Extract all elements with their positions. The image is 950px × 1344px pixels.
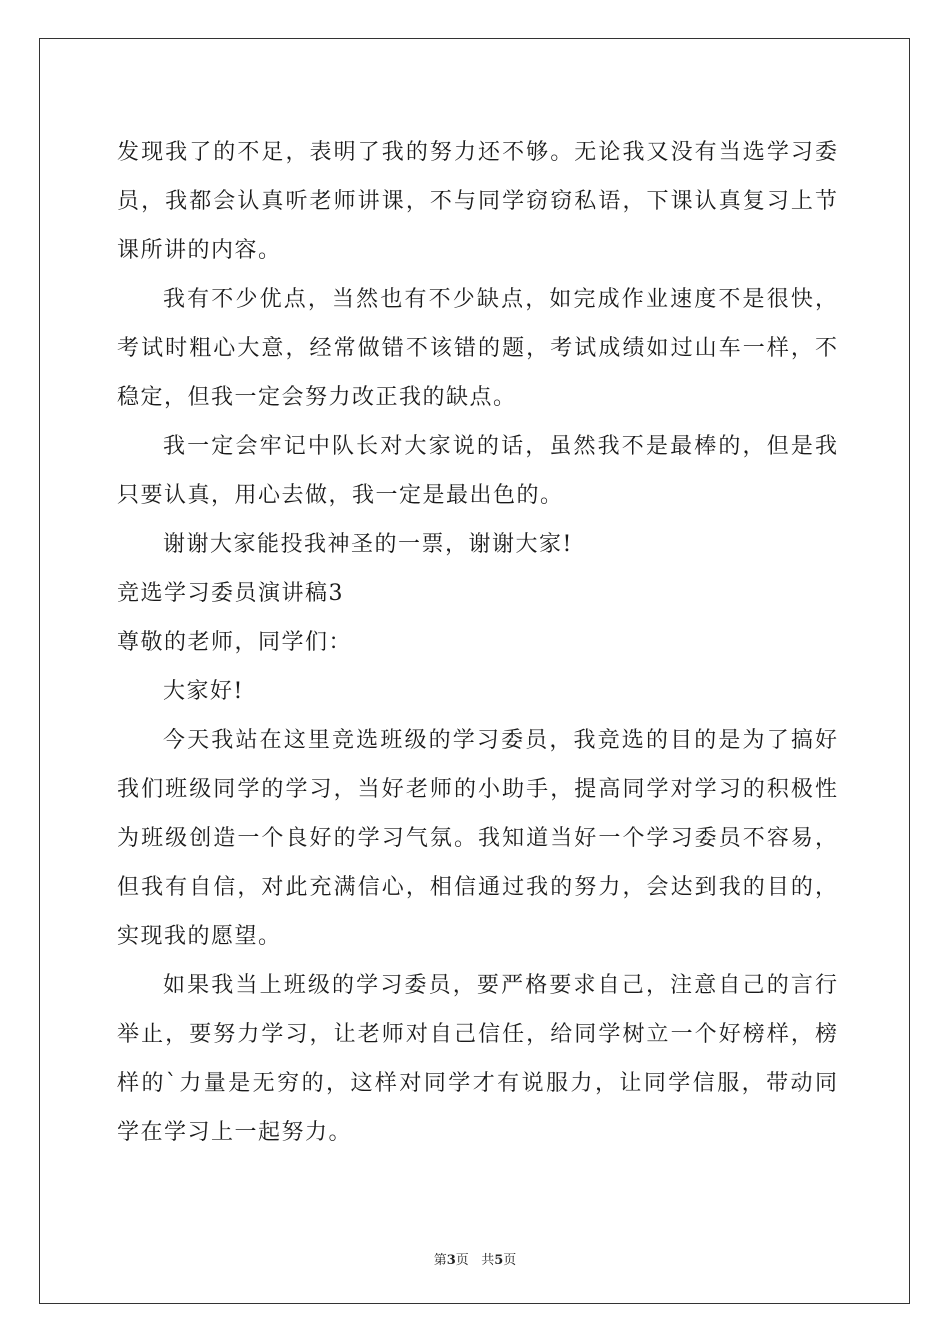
page-suffix: 页 — [455, 1253, 469, 1268]
text-line-13: 今天我站在这里竞选班级的学习委员，我竞选的目的是为了搞好 — [163, 728, 837, 753]
text-line-4: 我有不少优点，当然也有不少缺点，如完成作业速度不是很快， — [163, 287, 837, 312]
salutation: 尊敬的老师，同学们： — [117, 630, 353, 655]
document-body — [117, 128, 837, 1157]
page-current: 3 — [446, 1253, 456, 1268]
text-line-20: 样的`力量是无穷的，这样对同学才有说服力，让同学信服，带动同 — [117, 1071, 837, 1096]
text-line-7: 我一定会牢记中队长对大家说的话，虽然我不是最棒的，但是我 — [163, 434, 837, 459]
page-total: 5 — [494, 1253, 504, 1268]
text-line-15: 为班级创造一个良好的学习气氛。我知道当好一个学习委员不容易， — [117, 826, 837, 851]
text-line-16: 但我有自信，对此充满信心，相信通过我的努力，会达到我的目的， — [117, 875, 837, 900]
total-prefix: 共 — [481, 1253, 495, 1268]
text-line-2: 员，我都会认真听老师讲课，不与同学窃窃私语，下课认真复习上节 — [117, 189, 837, 214]
text-line-8: 只要认真，用心去做，我一定是最出色的。 — [117, 483, 564, 508]
text-line-9: 谢谢大家能投我神圣的一票，谢谢大家! — [163, 532, 573, 557]
text-line-6: 稳定，但我一定会努力改正我的缺点。 — [117, 385, 517, 410]
text-line-19: 举止，要努力学习，让老师对自己信任，给同学树立一个好榜样，榜 — [117, 1022, 837, 1047]
text-line-21: 学在学习上一起努力。 — [117, 1120, 353, 1145]
text-line-14: 我们班级同学的学习，当好老师的小助手，提高同学对学习的积极性 — [117, 777, 837, 802]
text-line-18: 如果我当上班级的学习委员，要严格要求自己，注意自己的言行 — [163, 973, 837, 998]
text-line-1: 发现我了的不足，表明了我的努力还不够。无论我又没有当选学习委 — [117, 140, 837, 165]
greeting: 大家好! — [163, 679, 244, 704]
page-footer — [0, 1249, 950, 1268]
text-line-5: 考试时粗心大意，经常做错不该错的题，考试成绩如过山车一样，不 — [117, 336, 837, 361]
text-line-3: 课所讲的内容。 — [117, 238, 282, 263]
section-heading: 竞选学习委员演讲稿3 — [117, 581, 344, 606]
page-prefix: 第 — [433, 1253, 447, 1268]
total-suffix: 页 — [503, 1253, 517, 1268]
text-line-17: 实现我的愿望。 — [117, 924, 282, 949]
